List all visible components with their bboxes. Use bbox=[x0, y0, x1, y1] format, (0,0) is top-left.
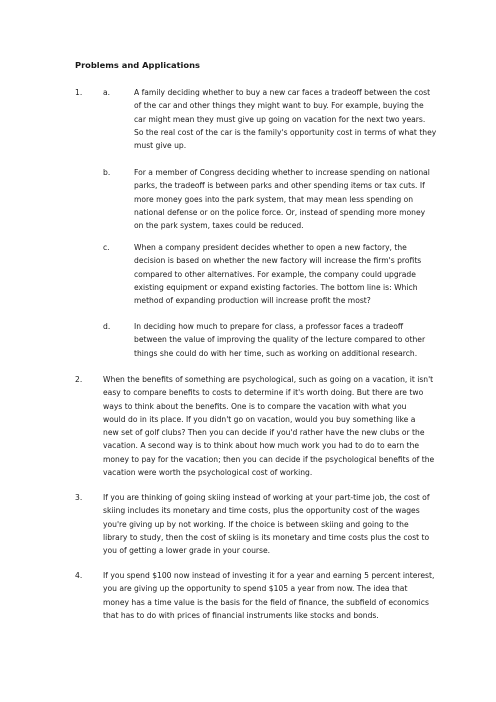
text-line: of the car and other things they might want to buy. For example, buying the bbox=[134, 101, 424, 111]
text-line: easy to compare benefits to costs to determine if it's worth doing. But there are two bbox=[103, 388, 424, 398]
text-line: When a company president decides whether to open a new factory, the bbox=[134, 243, 407, 252]
item-paragraph bbox=[103, 491, 433, 557]
section-heading: Problems and Applications bbox=[75, 60, 200, 70]
subitem-letter: b. bbox=[103, 168, 111, 177]
text-line: money to pay for the vacation; then you can decide if the psychological benefits of the bbox=[103, 454, 435, 464]
item-number: 3. bbox=[75, 493, 83, 502]
item-paragraph bbox=[103, 373, 433, 479]
subitem-paragraph bbox=[134, 166, 434, 232]
subitem-paragraph bbox=[134, 320, 434, 360]
subitem-paragraph bbox=[134, 241, 434, 307]
text-line: you of getting a lower grade in your course. bbox=[103, 546, 271, 556]
text-line: In deciding how much to prepare for class, a professor faces a tradeoff bbox=[134, 322, 404, 331]
text-line: When the benefits of something are psychological, such as going on a vacation, it isn't bbox=[103, 375, 434, 384]
text-line: things she could do with her time, such as working on additional research. bbox=[134, 348, 418, 358]
text-line: you're giving up by not working. If the choice is between skiing and going to the bbox=[103, 519, 409, 529]
subitem-letter: a. bbox=[103, 88, 111, 97]
text-line: compared to other alternatives. For example, the company could upgrade bbox=[134, 269, 416, 279]
text-line: you are giving up the opportunity to spend $105 a year from now. The idea that bbox=[103, 584, 408, 594]
subitem-letter: c. bbox=[103, 243, 110, 252]
text-line: new set of golf clubs? Then you can decide if you'd rather have the new clubs or the bbox=[103, 428, 425, 438]
text-line: more money goes into the park system, that may mean less spending on bbox=[134, 194, 414, 204]
text-line: that has to do with prices of financial instruments like stocks and bonds. bbox=[103, 610, 379, 620]
text-line: parks, the tradeoff is between parks and other spending items or tax cuts. If bbox=[134, 181, 425, 191]
text-line: library to study, then the cost of skiing is its monetary and time costs plus the cost to bbox=[103, 532, 430, 542]
item-number: 4. bbox=[75, 571, 83, 580]
text-line: money has a time value is the basis for the field of finance, the subfield of economics bbox=[103, 597, 429, 607]
text-line: So the real cost of the car is the family's opportunity cost in terms of what they bbox=[134, 127, 437, 137]
item-paragraph bbox=[103, 569, 433, 622]
text-line: existing equipment or expand existing factories. The bottom line is: Which bbox=[134, 282, 418, 292]
text-line: method of expanding production will increase profit the most? bbox=[134, 296, 371, 306]
text-line: must give up. bbox=[134, 141, 187, 151]
text-line: skiing includes its monetary and time costs, plus the opportunity cost of the wages bbox=[103, 506, 420, 516]
text-line: car might mean they must give up going on vacation for the next two years. bbox=[134, 114, 426, 124]
subitem-letter: d. bbox=[103, 322, 111, 331]
text-line: If you are thinking of going skiing instead of working at your part-time job, the cost of bbox=[103, 493, 430, 502]
text-line: vacation were worth the psychological cost of working. bbox=[103, 468, 313, 478]
text-line: between the value of improving the quality of the lecture compared to other bbox=[134, 335, 426, 345]
text-line: national defense or on the police force. Or, instead of spending more money bbox=[134, 207, 426, 217]
text-line: on the park system, taxes could be reduced. bbox=[134, 221, 304, 231]
text-line: would do in its place. If you didn't go on vacation, would you buy something like a bbox=[103, 414, 416, 424]
text-line: If you spend $100 now instead of investing it for a year and earning 5 percent interest, bbox=[103, 571, 435, 580]
text-line: vacation. A second way is to think about how much work you had to do to earn the bbox=[103, 441, 420, 451]
text-line: ways to think about the benefits. One is to compare the vacation with what you bbox=[103, 401, 407, 411]
subitem-paragraph bbox=[134, 86, 437, 152]
item-number: 2. bbox=[75, 375, 83, 384]
text-line: For a member of Congress deciding whether to increase spending on national bbox=[134, 168, 430, 177]
text-line: A family deciding whether to buy a new car faces a tradeoff between the cost bbox=[134, 88, 431, 97]
text-line: decision is based on whether the new factory will increase the firm's profits bbox=[134, 256, 422, 266]
item-number: 1. bbox=[75, 88, 83, 97]
